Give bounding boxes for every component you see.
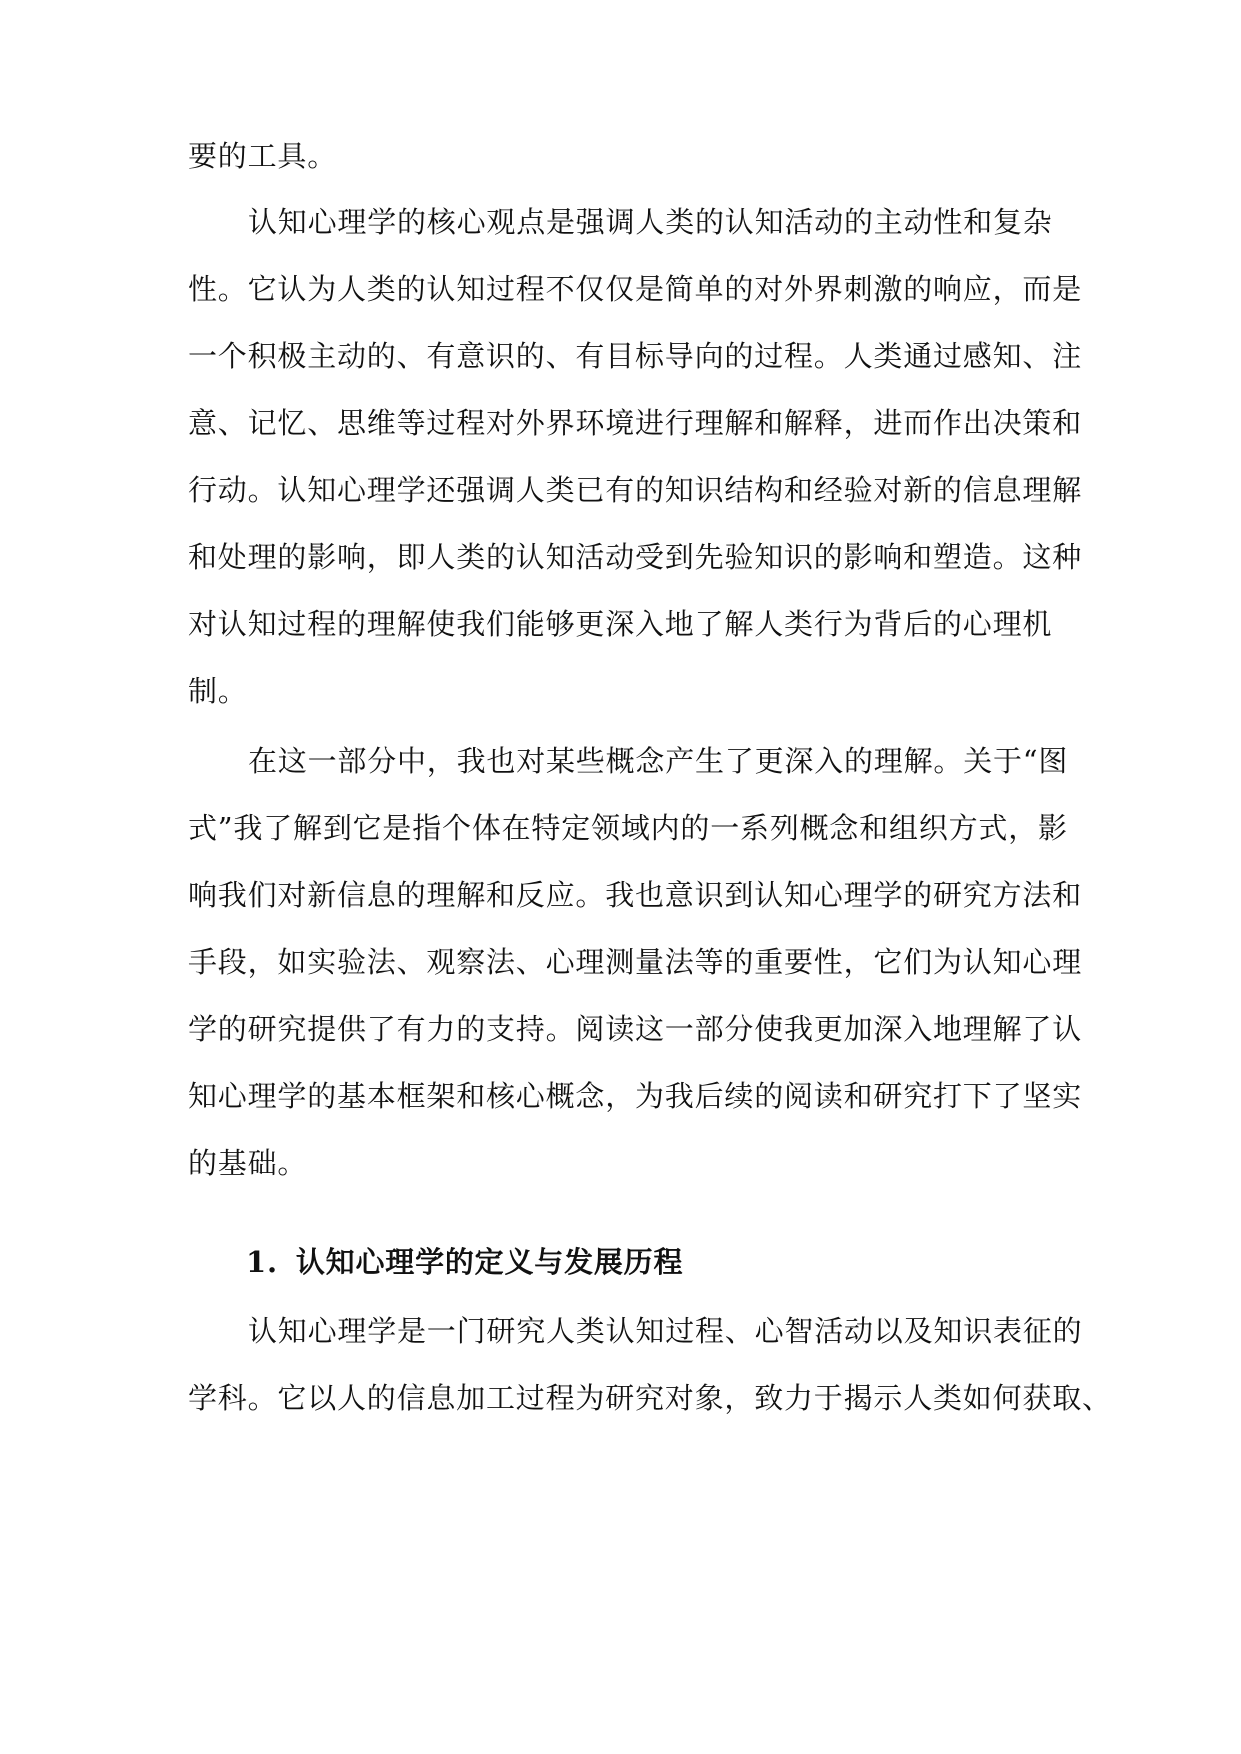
paragraph-line: 行动。认知心理学还强调人类已有的知识结构和经验对新的信息理解: [188, 473, 1083, 507]
section-number: 1.: [246, 1245, 278, 1279]
paragraph-line: 和处理的影响，即人类的认知活动受到先验知识的影响和塑造。这种: [188, 540, 1083, 574]
section-title: 认知心理学的定义与发展历程: [295, 1245, 684, 1279]
paragraph-line: 对认知过程的理解使我们能够更深入地了解人类行为背后的心理机: [188, 607, 1053, 641]
paragraph-line: 一个积极主动的、有意识的、有目标导向的过程。人类通过感知、注: [188, 339, 1083, 373]
paragraph-line: 手段，如实验法、观察法、心理测量法等的重要性，它们为认知心理: [188, 945, 1083, 979]
paragraph-line: 的基础。: [188, 1146, 308, 1180]
paragraph-line: 知心理学的基本框架和核心概念，为我后续的阅读和研究打下了坚实: [188, 1079, 1083, 1113]
text-line: 要的工具。: [188, 139, 338, 173]
paragraph-line: 认知心理学的核心观点是强调人类的认知活动的主动性和复杂: [248, 205, 1053, 239]
paragraph-line: 制。: [188, 674, 248, 708]
paragraph-line: 响我们对新信息的理解和反应。我也意识到认知心理学的研究方法和: [188, 878, 1083, 912]
paragraph-line: 性。它认为人类的认知过程不仅仅是简单的对外界刺激的响应，而是: [188, 272, 1083, 306]
section-heading: [246, 1244, 683, 1280]
paragraph-line: 认知心理学是一门研究人类认知过程、心智活动以及知识表征的: [248, 1314, 1083, 1348]
paragraph-line: 学的研究提供了有力的支持。阅读这一部分使我更加深入地理解了认: [188, 1012, 1083, 1046]
paragraph-line: 学科。它以人的信息加工过程为研究对象，致力于揭示人类如何获取、: [188, 1381, 1112, 1415]
paragraph-line: 式”我了解到它是指个体在特定领域内的一系列概念和组织方式，影: [188, 811, 1068, 845]
paragraph-line: 意、记忆、思维等过程对外界环境进行理解和解释，进而作出决策和: [188, 406, 1083, 440]
paragraph-line: 在这一部分中，我也对某些概念产生了更深入的理解。关于“图: [248, 744, 1069, 778]
